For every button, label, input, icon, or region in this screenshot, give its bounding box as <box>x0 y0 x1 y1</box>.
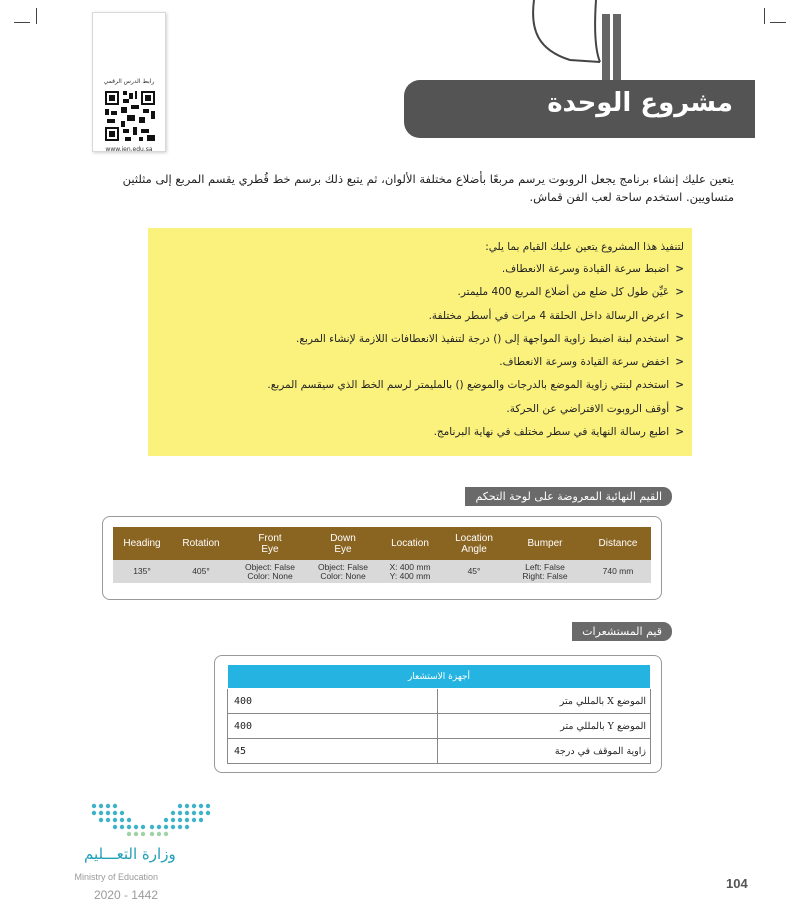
sensor-row <box>228 739 651 764</box>
dashboard-header-location-angle: Location Angle <box>443 527 505 560</box>
sensors-panel <box>214 655 662 773</box>
sensors-header: أجهزة الاستشعار <box>228 665 651 689</box>
requirement-item: <استخدم لبنة اضبط زاوية المواجهة إلى () درجة لتنفيذ الانعطافات اللازمة لإنشاء المربع. <box>296 332 684 345</box>
edition-year: 2020 - 1442 <box>93 888 158 902</box>
sensor-label: زاوية الموقف في درجة <box>438 739 651 764</box>
dashboard-table <box>113 527 651 583</box>
requirement-item: <اعرض الرسالة داخل الحلقة 4 مرات في أسطر مختلفة. <box>428 309 684 322</box>
dashboard-value-bumper: Left: False Right: False <box>505 560 585 583</box>
qr-url: www.ien.edu.sa <box>105 146 153 153</box>
requirement-item: <اخفض سرعة القيادة وسرعة الانعطاف. <box>499 356 684 369</box>
ministry-name-english: Ministry of Education <box>74 872 158 882</box>
chevron-icon: < <box>675 402 684 415</box>
dashboard-value-down-eye: Object: False Color: None <box>309 560 377 583</box>
chevron-icon: < <box>675 263 684 275</box>
crop-mark <box>36 8 37 24</box>
dashboard-header-heading: Heading <box>113 527 171 560</box>
dashboard-value-distance: 740 mm <box>585 560 651 583</box>
dashboard-header-row <box>113 527 651 560</box>
crop-mark <box>764 8 765 24</box>
requirement-item: <عَيِّن طول كل ضلع من أضلاع المربع 400 مليمتر. <box>457 286 684 299</box>
page-title: مشروع الوحدة <box>547 88 733 118</box>
dashboard-value-location-angle: 45° <box>443 560 505 583</box>
dashboard-value-front-eye: Object: False Color: None <box>231 560 309 583</box>
dashboard-header-front-eye: Front Eye <box>231 527 309 560</box>
chevron-icon: < <box>675 356 684 369</box>
chevron-icon: < <box>675 332 684 345</box>
ministry-logo-icon <box>84 800 214 840</box>
crop-mark <box>14 22 30 23</box>
sensors-section-label: قيم المستشعرات <box>572 622 672 641</box>
dashboard-value-location: X: 400 mm Y: 400 mm <box>377 560 443 583</box>
dashboard-header-location: Location <box>377 527 443 560</box>
unit-project-banner <box>404 80 755 138</box>
dashboard-header-rotation: Rotation <box>171 527 231 560</box>
sensor-value: 45 <box>228 739 438 764</box>
chevron-icon: < <box>675 286 684 299</box>
crop-mark <box>770 22 786 23</box>
sensors-header-row <box>228 665 651 689</box>
dashboard-value-row <box>113 560 651 583</box>
dashboard-value-heading: 135° <box>113 560 171 583</box>
requirements-box <box>148 228 692 456</box>
requirement-item: <اطبع رسالة النهاية في سطر مختلف في نهاية البرنامج. <box>433 426 684 439</box>
digital-lesson-qr-card[interactable] <box>92 12 166 152</box>
dashboard-panel <box>102 516 662 600</box>
chevron-icon: < <box>675 379 684 392</box>
dashboard-header-bumper: Bumper <box>505 527 585 560</box>
intro-paragraph: يتعين عليك إنشاء برنامج يجعل الروبوت يرسم مربعًا بأضلاع مختلفة الألوان، ثم يتبع ذلك برسم خط قُطري يقسم المربع إلى مثلثين متساويين. استخدم ساحة لعب الفن قماش. <box>122 172 734 204</box>
dashboard-value-rotation: 405° <box>171 560 231 583</box>
sensor-label: الموضع Y بالمللي متر <box>438 714 651 739</box>
chevron-icon: < <box>675 426 684 439</box>
qr-code-icon <box>103 89 157 143</box>
sensor-row <box>228 689 651 714</box>
page-number: 104 <box>726 876 748 891</box>
dashboard-header-distance: Distance <box>585 527 651 560</box>
requirement-item: <استخدم لبنتي زاوية الموضع بالدرجات والموضع () بالمليمتر لرسم الخط الذي سيقسم المربع. <box>267 379 684 392</box>
requirement-item: <اضبط سرعة القيادة وسرعة الانعطاف. <box>501 263 684 275</box>
ministry-name-arabic: وزارة التعـــليم <box>84 845 176 863</box>
requirements-lead: لتنفيذ هذا المشروع يتعين عليك القيام بما يلي: <box>485 241 684 253</box>
requirement-item: <أوقف الروبوت الافتراضي عن الحركة. <box>506 402 684 415</box>
sensor-row <box>228 714 651 739</box>
sensor-label: الموضع X بالمللي متر <box>438 689 651 714</box>
dashboard-section-label: القيم النهائية المعروضة على لوحة التحكم <box>465 487 672 506</box>
sensor-value: 400 <box>228 689 438 714</box>
qr-label: رابط الدرس الرقمي <box>103 78 155 85</box>
dashboard-header-down-eye: Down Eye <box>309 527 377 560</box>
sensor-value: 400 <box>228 714 438 739</box>
requirements-list <box>156 236 684 444</box>
sensors-table <box>227 664 651 764</box>
robot-pen-illustration <box>500 0 680 90</box>
chevron-icon: < <box>675 309 684 322</box>
